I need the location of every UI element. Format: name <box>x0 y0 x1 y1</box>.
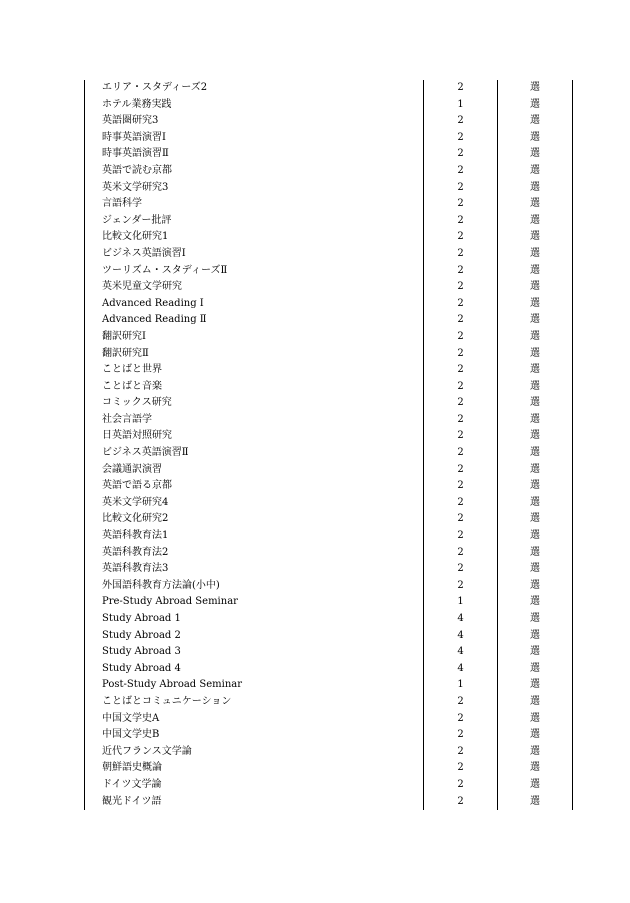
course-credits: 4 <box>424 644 498 661</box>
course-name: 英語で読む京都 <box>85 163 424 180</box>
course-row <box>85 113 573 130</box>
course-type: 選 <box>498 180 573 197</box>
course-credits: 2 <box>424 346 498 363</box>
course-credits: 2 <box>424 777 498 794</box>
course-type: 選 <box>498 744 573 761</box>
course-name: 言語科学 <box>85 196 424 213</box>
course-row <box>85 379 573 396</box>
course-credits: 2 <box>424 744 498 761</box>
course-credits: 2 <box>424 462 498 479</box>
course-type: 選 <box>498 677 573 694</box>
course-credits: 2 <box>424 312 498 329</box>
course-credits: 2 <box>424 495 498 512</box>
course-credits: 2 <box>424 80 498 97</box>
course-type: 選 <box>498 329 573 346</box>
course-type: 選 <box>498 794 573 811</box>
course-row <box>85 445 573 462</box>
course-credits: 2 <box>424 113 498 130</box>
course-type: 選 <box>498 760 573 777</box>
course-type: 選 <box>498 528 573 545</box>
course-row <box>85 594 573 611</box>
course-name: ホテル業務実践 <box>85 97 424 114</box>
course-type: 選 <box>498 312 573 329</box>
course-row <box>85 395 573 412</box>
course-credits: 2 <box>424 794 498 811</box>
course-type: 選 <box>498 412 573 429</box>
course-row <box>85 462 573 479</box>
course-credits: 2 <box>424 296 498 313</box>
course-credits: 2 <box>424 379 498 396</box>
course-credits: 2 <box>424 511 498 528</box>
course-credits: 2 <box>424 412 498 429</box>
course-name: 近代フランス文学論 <box>85 744 424 761</box>
course-name: 英米文学研究4 <box>85 495 424 512</box>
course-row <box>85 528 573 545</box>
course-name: 比較文化研究2 <box>85 511 424 528</box>
course-type: 選 <box>498 113 573 130</box>
course-name: ことばと音楽 <box>85 379 424 396</box>
course-row <box>85 412 573 429</box>
course-name: Study Abroad 1 <box>85 611 424 628</box>
course-type: 選 <box>498 661 573 678</box>
course-type: 選 <box>498 346 573 363</box>
course-row <box>85 744 573 761</box>
course-row <box>85 545 573 562</box>
course-type: 選 <box>498 97 573 114</box>
course-name: 翻訳研究Ⅰ <box>85 329 424 346</box>
course-type: 選 <box>498 146 573 163</box>
course-credits: 2 <box>424 246 498 263</box>
course-row <box>85 163 573 180</box>
course-credits: 2 <box>424 478 498 495</box>
course-credits: 2 <box>424 711 498 728</box>
course-credits: 2 <box>424 180 498 197</box>
course-row <box>85 346 573 363</box>
course-name: 英語科教育法2 <box>85 545 424 562</box>
course-type: 選 <box>498 628 573 645</box>
course-credits: 2 <box>424 213 498 230</box>
course-row <box>85 561 573 578</box>
course-row <box>85 478 573 495</box>
course-row <box>85 329 573 346</box>
course-row <box>85 760 573 777</box>
course-name: Pre-Study Abroad Seminar <box>85 594 424 611</box>
course-credits: 4 <box>424 611 498 628</box>
course-type: 選 <box>498 229 573 246</box>
course-type: 選 <box>498 395 573 412</box>
course-type: 選 <box>498 445 573 462</box>
course-name: 比較文化研究1 <box>85 229 424 246</box>
course-type: 選 <box>498 428 573 445</box>
course-name: 社会言語学 <box>85 412 424 429</box>
course-name: 時事英語演習Ⅱ <box>85 146 424 163</box>
course-row <box>85 146 573 163</box>
course-name: ことばとコミュニケーション <box>85 694 424 711</box>
course-name: 会議通訳演習 <box>85 462 424 479</box>
course-row <box>85 711 573 728</box>
course-name: 朝鮮語史概論 <box>85 760 424 777</box>
course-row <box>85 80 573 97</box>
course-credits: 2 <box>424 578 498 595</box>
course-credits: 1 <box>424 594 498 611</box>
course-type: 選 <box>498 478 573 495</box>
course-name: エリア・スタディーズ2 <box>85 80 424 97</box>
course-type: 選 <box>498 462 573 479</box>
course-name: 外国語科教育方法論(小中) <box>85 578 424 595</box>
course-name: 観光ドイツ語 <box>85 794 424 811</box>
course-row <box>85 611 573 628</box>
course-name: Study Abroad 4 <box>85 661 424 678</box>
course-type: 選 <box>498 495 573 512</box>
course-credits: 2 <box>424 561 498 578</box>
course-type: 選 <box>498 561 573 578</box>
course-type: 選 <box>498 296 573 313</box>
course-credits: 2 <box>424 163 498 180</box>
course-credits: 2 <box>424 196 498 213</box>
course-name: ドイツ文学論 <box>85 777 424 794</box>
course-table <box>84 80 573 810</box>
course-type: 選 <box>498 777 573 794</box>
course-type: 選 <box>498 130 573 147</box>
course-credits: 4 <box>424 661 498 678</box>
course-row <box>85 794 573 811</box>
course-type: 選 <box>498 362 573 379</box>
course-row <box>85 312 573 329</box>
course-rows <box>85 80 573 810</box>
course-name: 英米児童文学研究 <box>85 279 424 296</box>
course-credits: 2 <box>424 760 498 777</box>
course-row <box>85 130 573 147</box>
course-type: 選 <box>498 379 573 396</box>
course-type: 選 <box>498 644 573 661</box>
course-row <box>85 511 573 528</box>
course-row <box>85 428 573 445</box>
course-row <box>85 196 573 213</box>
course-credits: 2 <box>424 395 498 412</box>
course-type: 選 <box>498 611 573 628</box>
course-name: 翻訳研究Ⅱ <box>85 346 424 363</box>
course-name: ビジネス英語演習Ⅰ <box>85 246 424 263</box>
course-credits: 2 <box>424 229 498 246</box>
course-type: 選 <box>498 279 573 296</box>
course-name: Advanced Reading Ⅰ <box>85 296 424 313</box>
course-row <box>85 727 573 744</box>
course-name: ことばと世界 <box>85 362 424 379</box>
course-credits: 2 <box>424 445 498 462</box>
course-row <box>85 694 573 711</box>
course-credits: 1 <box>424 97 498 114</box>
course-credits: 4 <box>424 628 498 645</box>
course-type: 選 <box>498 711 573 728</box>
course-row <box>85 677 573 694</box>
course-name: Post-Study Abroad Seminar <box>85 677 424 694</box>
course-type: 選 <box>498 594 573 611</box>
course-name: 中国文学史B <box>85 727 424 744</box>
course-row <box>85 362 573 379</box>
course-credits: 2 <box>424 146 498 163</box>
course-row <box>85 246 573 263</box>
course-name: ビジネス英語演習Ⅱ <box>85 445 424 462</box>
course-row <box>85 213 573 230</box>
course-credits: 2 <box>424 528 498 545</box>
course-row <box>85 628 573 645</box>
course-type: 選 <box>498 545 573 562</box>
course-name: 英米文学研究3 <box>85 180 424 197</box>
course-credits: 2 <box>424 545 498 562</box>
course-type: 選 <box>498 511 573 528</box>
course-name: Study Abroad 3 <box>85 644 424 661</box>
course-row <box>85 279 573 296</box>
course-name: ジェンダー批評 <box>85 213 424 230</box>
course-row <box>85 180 573 197</box>
course-name: 英語圏研究3 <box>85 113 424 130</box>
course-type: 選 <box>498 578 573 595</box>
course-type: 選 <box>498 80 573 97</box>
course-row <box>85 229 573 246</box>
course-credits: 2 <box>424 263 498 280</box>
course-row <box>85 495 573 512</box>
course-name: Study Abroad 2 <box>85 628 424 645</box>
course-credits: 2 <box>424 694 498 711</box>
course-name: 英語科教育法3 <box>85 561 424 578</box>
course-type: 選 <box>498 246 573 263</box>
course-type: 選 <box>498 263 573 280</box>
course-name: 時事英語演習Ⅰ <box>85 130 424 147</box>
course-row <box>85 97 573 114</box>
course-name: 英語で語る京都 <box>85 478 424 495</box>
course-row <box>85 578 573 595</box>
course-name: コミックス研究 <box>85 395 424 412</box>
course-name: ツーリズム・スタディーズⅡ <box>85 263 424 280</box>
course-type: 選 <box>498 694 573 711</box>
course-name: 英語科教育法1 <box>85 528 424 545</box>
course-type: 選 <box>498 727 573 744</box>
course-credits: 2 <box>424 329 498 346</box>
course-type: 選 <box>498 213 573 230</box>
course-credits: 2 <box>424 130 498 147</box>
course-credits: 2 <box>424 362 498 379</box>
course-credits: 2 <box>424 428 498 445</box>
course-row <box>85 263 573 280</box>
course-credits: 2 <box>424 727 498 744</box>
course-row <box>85 777 573 794</box>
course-type: 選 <box>498 196 573 213</box>
course-name: 中国文学史A <box>85 711 424 728</box>
course-row <box>85 296 573 313</box>
course-row <box>85 644 573 661</box>
course-credits: 1 <box>424 677 498 694</box>
course-type: 選 <box>498 163 573 180</box>
course-credits: 2 <box>424 279 498 296</box>
course-row <box>85 661 573 678</box>
course-name: 日英語対照研究 <box>85 428 424 445</box>
course-name: Advanced Reading Ⅱ <box>85 312 424 329</box>
